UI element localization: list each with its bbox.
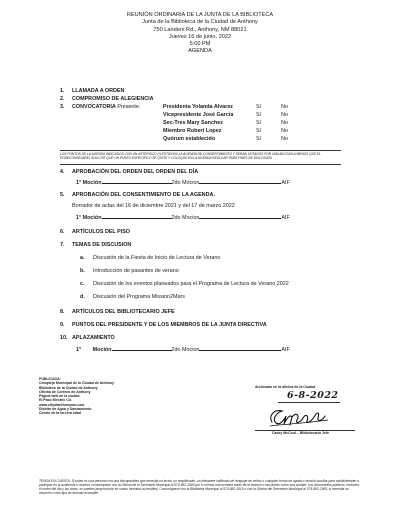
posting-location: Centro de la tercera edad [39, 411, 82, 416]
member-name: Vicepresidente José García [163, 112, 234, 118]
minutes-draft: Borrador de actas del 16 de diciembre 2021 y del 17 de marzo 2022 [72, 203, 235, 209]
address: 750 Landers Rd., Anthony, NM 88021 [153, 26, 247, 33]
aif-label: AIF [281, 180, 290, 186]
rollcall-list [163, 104, 363, 144]
item-1 [60, 88, 125, 94]
item-4 [60, 169, 199, 175]
rollcall-row [163, 104, 363, 112]
meeting-title: REUNIÓN ORDINARIA DE LA JUNTA DE LA BIBLIOTECA [126, 12, 274, 18]
topic-item [80, 281, 289, 294]
posting-location: Distrito de Agua y Saneamiento [39, 407, 92, 412]
item-number: 9. [60, 322, 65, 328]
yes-option: Sí [256, 136, 262, 142]
motion-line-4 [76, 179, 346, 186]
posting-location: Biblioteca de la Ciudad de Anthony [39, 385, 98, 390]
item-number: 10. [60, 335, 68, 341]
item-number: 8. [60, 309, 65, 315]
organization-name: Junta de la Biblioteca de la Ciudad de Anthony [142, 19, 258, 26]
member-name: Quórum establecido [163, 136, 216, 142]
no-option: No [281, 104, 288, 110]
accessibility-notice: TENGA EN CUENTA: Si usted es una persona con una discapacidad que necesita un lector, un amplificador, un intérprete calificado de lenguaje de señas o cualquier forma de ayuda o servicio auxiliar para asistir/atender o participar en la audiencia o reunión, comuníquese con la Oficina de el Secretario Municipal al 575-882-2983 por lo menos una semana antes de la reunión o tan pronto como sea posible. Los documentos públicos, incluidos el orden del día y las actas, se pueden proporcionar en varios formatos accesibles. Comuníquese con la Biblioteca Municipal al 575-882-3019 o con la Oficina del Secretario Municipal al 575-882-2983, si necesita un resumen u otro tipo de formato accesible. [39, 479, 360, 496]
topic-text: Discusión de la Fiesta de Inicio de Lectura de Verano [93, 255, 221, 261]
item-title: ARTÍCULOS DEL PISO [72, 229, 131, 235]
posting-location: Complejo Municipal de la Ciudad de Anthony [39, 381, 114, 386]
topic-letter: a. [80, 255, 85, 261]
topic-letter: b. [80, 268, 85, 274]
member-name: Sec-Tres Mary Sanchez [163, 120, 223, 126]
second-motion-blank[interactable] [199, 214, 281, 219]
motion-line-5 [76, 214, 346, 221]
member-name: Presidenta Yolanda Alvarez [163, 104, 234, 110]
posting-location: El Paso Electric Co. [39, 398, 72, 403]
publicada-heading: PUBLICADA: [39, 377, 61, 381]
archive-label: Archivado en la oficina de la Ciudad [255, 385, 316, 389]
item-title: APROBACIÓN DEL ORDEN DEL ORDEN DEL DÍA [72, 169, 199, 175]
divider-bottom [60, 164, 341, 165]
aif-label: AIF [281, 215, 290, 221]
topic-item [80, 294, 185, 307]
item-title: LLAMADA A ORDEN [72, 88, 125, 94]
signature-image [262, 406, 334, 430]
second-motion-label: 2do Mocion [171, 347, 200, 353]
first-motion-blank[interactable] [112, 346, 172, 351]
topic-text: Discusión de los eventos planeados para el Programa de Lectura de Verano 2022 [93, 281, 289, 287]
first-motion-blank[interactable] [102, 214, 172, 219]
second-motion-blank[interactable] [199, 346, 281, 351]
topic-letter: c. [80, 281, 85, 287]
archive-date-line [278, 402, 340, 403]
item-2 [60, 96, 154, 102]
present-label: Presente: [115, 104, 141, 110]
no-option: No [281, 128, 288, 134]
posting-location: Página web de la ciudad [39, 394, 80, 399]
item-6 [60, 229, 131, 235]
yes-option: Sí [256, 104, 262, 110]
second-motion-label: 2do Mocion [171, 180, 200, 186]
item-5 [60, 192, 215, 198]
item-3 [60, 104, 141, 110]
first-motion-blank[interactable] [102, 179, 172, 184]
second-motion-label: 2do Mocion [171, 215, 200, 221]
meeting-time: 5:00 PM [189, 41, 211, 48]
item-10 [60, 335, 115, 341]
yes-option: Sí [256, 120, 262, 126]
divider-top [60, 150, 341, 151]
item-7 [60, 242, 132, 248]
item-title: COMPROMISO DE ALEGIENCIA [72, 96, 154, 102]
no-option: No [281, 112, 288, 118]
meeting-date: Jueves 16 de junio, 2022 [168, 33, 232, 40]
agenda-label: AGENDA [188, 48, 212, 55]
consent-note: LOS PUNTOS DE LA AGENDA INDICADOS CON UN ASTERISCO (*) ESTÁN EN LA AGENDA DE CONSENTIMIENTO Y SERÁN VOTADOS POR UNA MOCIÓN A MENOS QUE EL PODECONSEJARIO SOLICITE QUE UN PUNTO ESPECÍFICO SE QUITE Y COLOQUE EN LA AGENDA REGULAR PARA FINES DE DISCUSIÓN. [60, 152, 321, 161]
item-number: 3. [60, 104, 65, 110]
rollcall-row [163, 112, 363, 120]
item-number: 6. [60, 229, 65, 235]
item-number: 5. [60, 192, 65, 198]
aif-label: AIF [281, 347, 290, 353]
item-number: 4. [60, 169, 65, 175]
item-number: 2. [60, 96, 65, 102]
item-title: TEMAS DE DISCUSION [72, 242, 132, 248]
second-motion-blank[interactable] [199, 179, 281, 184]
topic-item [80, 268, 179, 281]
publication-list [39, 377, 199, 416]
item-title: APLAZAMIENTO [72, 335, 115, 341]
yes-option: Sí [256, 128, 262, 134]
first-motion-label: 1° Moción [76, 215, 102, 221]
discussion-topics [80, 255, 289, 307]
item-number: 1. [60, 88, 65, 94]
signer-name: Casey McCool – Bibliotecario Jefe [272, 431, 329, 435]
item-number: 7. [60, 242, 65, 248]
topic-text: Introducción de pasantes de verano [93, 268, 179, 274]
item-title: PUNTOS DEL PRESIDENTE Y DE LOS MIEMBROS DE LA JUNTA DIRECTIVA [72, 322, 267, 328]
item-9 [60, 322, 267, 328]
first-motion-label-b: Moción [92, 347, 112, 353]
topic-item [80, 255, 221, 268]
rollcall-row [163, 136, 363, 144]
rollcall-row [163, 120, 363, 128]
item-title: ARTÍCULOS DEL BIBLIOTECARIO JEFE [72, 309, 175, 315]
item-title: APROBACIÓN DEL CONSENTIMIENTO DE LA AGENDA. [72, 192, 215, 198]
first-motion-label: 1° Moción [76, 180, 102, 186]
rollcall-row [163, 128, 363, 136]
no-option: No [281, 120, 288, 126]
motion-line-10 [76, 346, 346, 353]
first-motion-label: 1° [76, 347, 82, 353]
agenda-header [0, 12, 400, 56]
member-name: Miembro Robert Lopez [163, 128, 222, 134]
item-title: CONVOCATORIA [72, 104, 116, 110]
posting-location: www.cityofanthonynm.com [39, 402, 85, 407]
no-option: No [281, 136, 288, 142]
posting-location: Oficina de Correos de Anthony [39, 389, 91, 394]
item-8 [60, 309, 175, 315]
topic-letter: d. [80, 294, 85, 300]
yes-option: Sí [256, 112, 262, 118]
topic-text: Discusión del Programa Mission2Mars [93, 294, 185, 300]
archive-date: 6-8-2022 [287, 390, 339, 401]
